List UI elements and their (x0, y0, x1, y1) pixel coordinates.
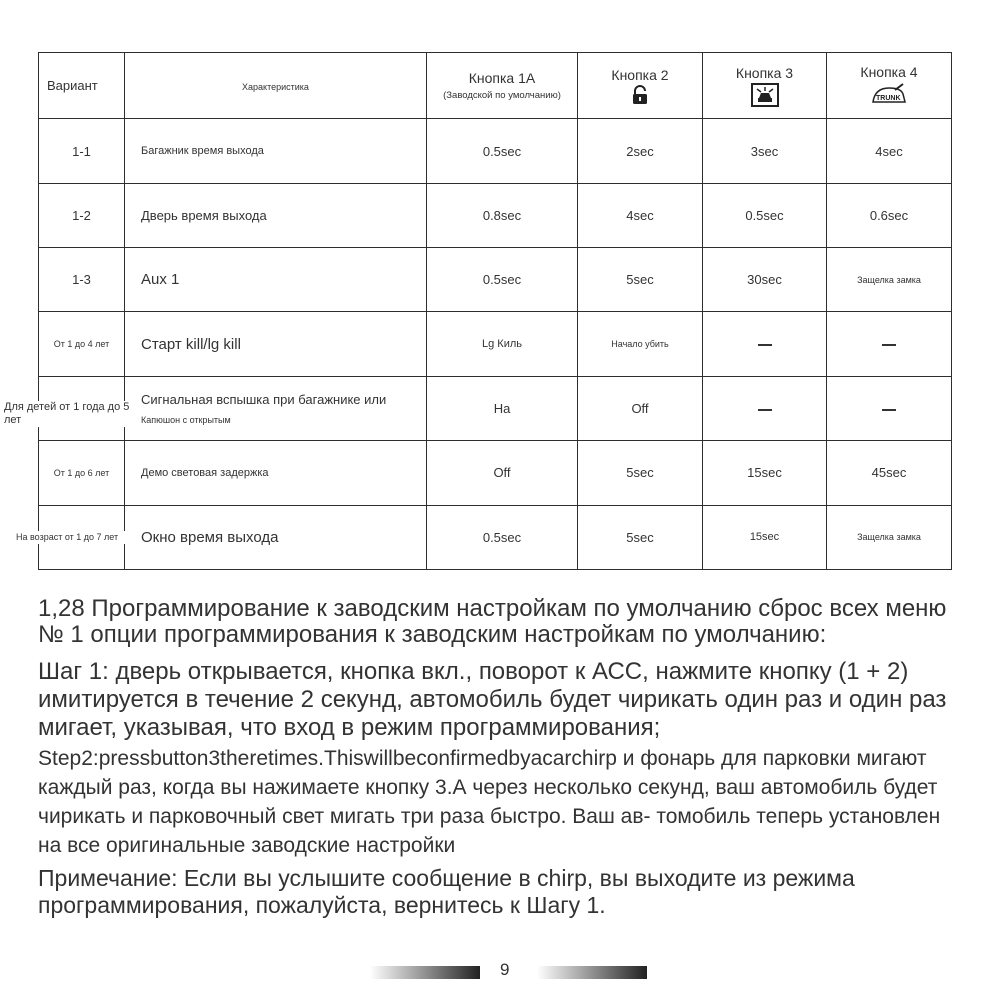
characteristic-cell: Багажник время выхода (125, 119, 427, 183)
variant-label-row7: На возраст от 1 до 7 лет (16, 531, 140, 544)
button-2-value: 5sec (578, 441, 703, 505)
step-1: Шаг 1: дверь открывается, кнопка вкл., поворот к АСС, нажмите кнопку (1 + 2) имитируется в течение 2 секунд, автомобиль будет чирикать один раз и один раз мигает, указывая, что вход в режим программирования; (38, 658, 947, 741)
table-row (39, 312, 952, 376)
panic-car-icon (751, 83, 779, 107)
table-row (39, 505, 952, 569)
button-2-value: Off (578, 376, 703, 440)
button-2-value: Начало убить (578, 312, 703, 376)
button-4-value: 0.6sec (827, 183, 952, 247)
step-2: Step2:pressbutton3theretimes.Thiswillbeconfirmedbyacarchirp и фонарь для парковки мигают каждый раз, когда вы нажимаете кнопку 3.А через несколько секунд, ваш автомобиль будет чирикать и парковочный свет мигать три раза быстро. Ваш ав- томобиль теперь установлен на все оригинальные заводские настройки (38, 747, 941, 857)
table-row (39, 183, 952, 247)
table-row (39, 119, 952, 183)
dash-mark (882, 409, 896, 411)
unlock-icon (631, 85, 649, 105)
header-button-2: Кнопка 2 (578, 53, 703, 119)
button-4-value: 4sec (827, 119, 952, 183)
button-3-value: 30sec (703, 248, 827, 312)
header-characteristic: Характеристика (125, 53, 427, 119)
table-row (39, 441, 952, 505)
button-4-value (827, 376, 952, 440)
characteristic-cell: Демо световая задержка (125, 441, 427, 505)
button-1a-value: 0.5sec (427, 248, 578, 312)
button-2-value: 2sec (578, 119, 703, 183)
button-3-value: 15sec (703, 505, 827, 569)
dash-mark (758, 344, 772, 346)
footer-bar-left (370, 966, 480, 979)
svg-text:TRUNK: TRUNK (876, 94, 901, 102)
button-1a-value: 0.5sec (427, 505, 578, 569)
page-number: 9 (500, 960, 510, 979)
footer-bar-right (537, 966, 647, 979)
table-row (39, 376, 952, 440)
button-3-value: 15sec (703, 441, 827, 505)
instructions (38, 596, 968, 919)
button-4-value (827, 312, 952, 376)
variant-cell: 1-1 (39, 119, 125, 183)
table-header-row (39, 53, 952, 119)
header-variant: Вариант (39, 53, 125, 119)
variant-cell: От 1 до 4 лет (39, 312, 125, 376)
button-1a-value: На (427, 376, 578, 440)
section-heading: 1,28 Программирование к заводским настройкам по умолчанию сброс всех меню № 1 опции программирования к заводским настройкам по умолчанию: (38, 595, 947, 648)
button-2-value: 5sec (578, 505, 703, 569)
characteristic-cell: Дверь время выхода (125, 183, 427, 247)
variant-cell: От 1 до 6 лет (39, 441, 125, 505)
button-1a-value: 0.8sec (427, 183, 578, 247)
header-button-4: Кнопка 4 TRUNK (827, 53, 952, 119)
page-footer (0, 960, 1000, 984)
characteristic-cell: Окно время выхода (125, 505, 427, 569)
button-1a-value: 0.5sec (427, 119, 578, 183)
dash-mark (882, 344, 896, 346)
characteristic-cell: Aux 1 (125, 248, 427, 312)
note: Примечание: Если вы услышите сообщение в chirp, вы выходите из режима программирования, пожалуйста, вернитесь к Шагу 1. (38, 865, 855, 918)
button-3-value: 0.5sec (703, 183, 827, 247)
button-4-value: 45sec (827, 441, 952, 505)
trunk-icon (871, 82, 907, 108)
button-3-value: 3sec (703, 119, 827, 183)
header-button-3: Кнопка 3 (703, 53, 827, 119)
button-1a-value: Lg Киль (427, 312, 578, 376)
dash-mark (758, 409, 772, 411)
characteristic-cell: Сигнальная вспышка при багажнике или Капюшон с открытым (125, 376, 427, 440)
variant-cell: 1-2 (39, 183, 125, 247)
button-4-value: Защелка замка (827, 248, 952, 312)
button-1a-value: Off (427, 441, 578, 505)
variant-label-row5: Для детей от 1 года до 5 лет (4, 401, 138, 427)
button-3-value (703, 376, 827, 440)
table-row (39, 248, 952, 312)
button-2-value: 5sec (578, 248, 703, 312)
button-3-value (703, 312, 827, 376)
button-4-value: Защелка замка (827, 505, 952, 569)
variant-cell: 1-3 (39, 248, 125, 312)
button-2-value: 4sec (578, 183, 703, 247)
characteristic-cell: Старт kill/lg kill (125, 312, 427, 376)
settings-table (38, 52, 952, 570)
header-button-1a: Кнопка 1A (Заводской по умолчанию) (427, 53, 578, 119)
